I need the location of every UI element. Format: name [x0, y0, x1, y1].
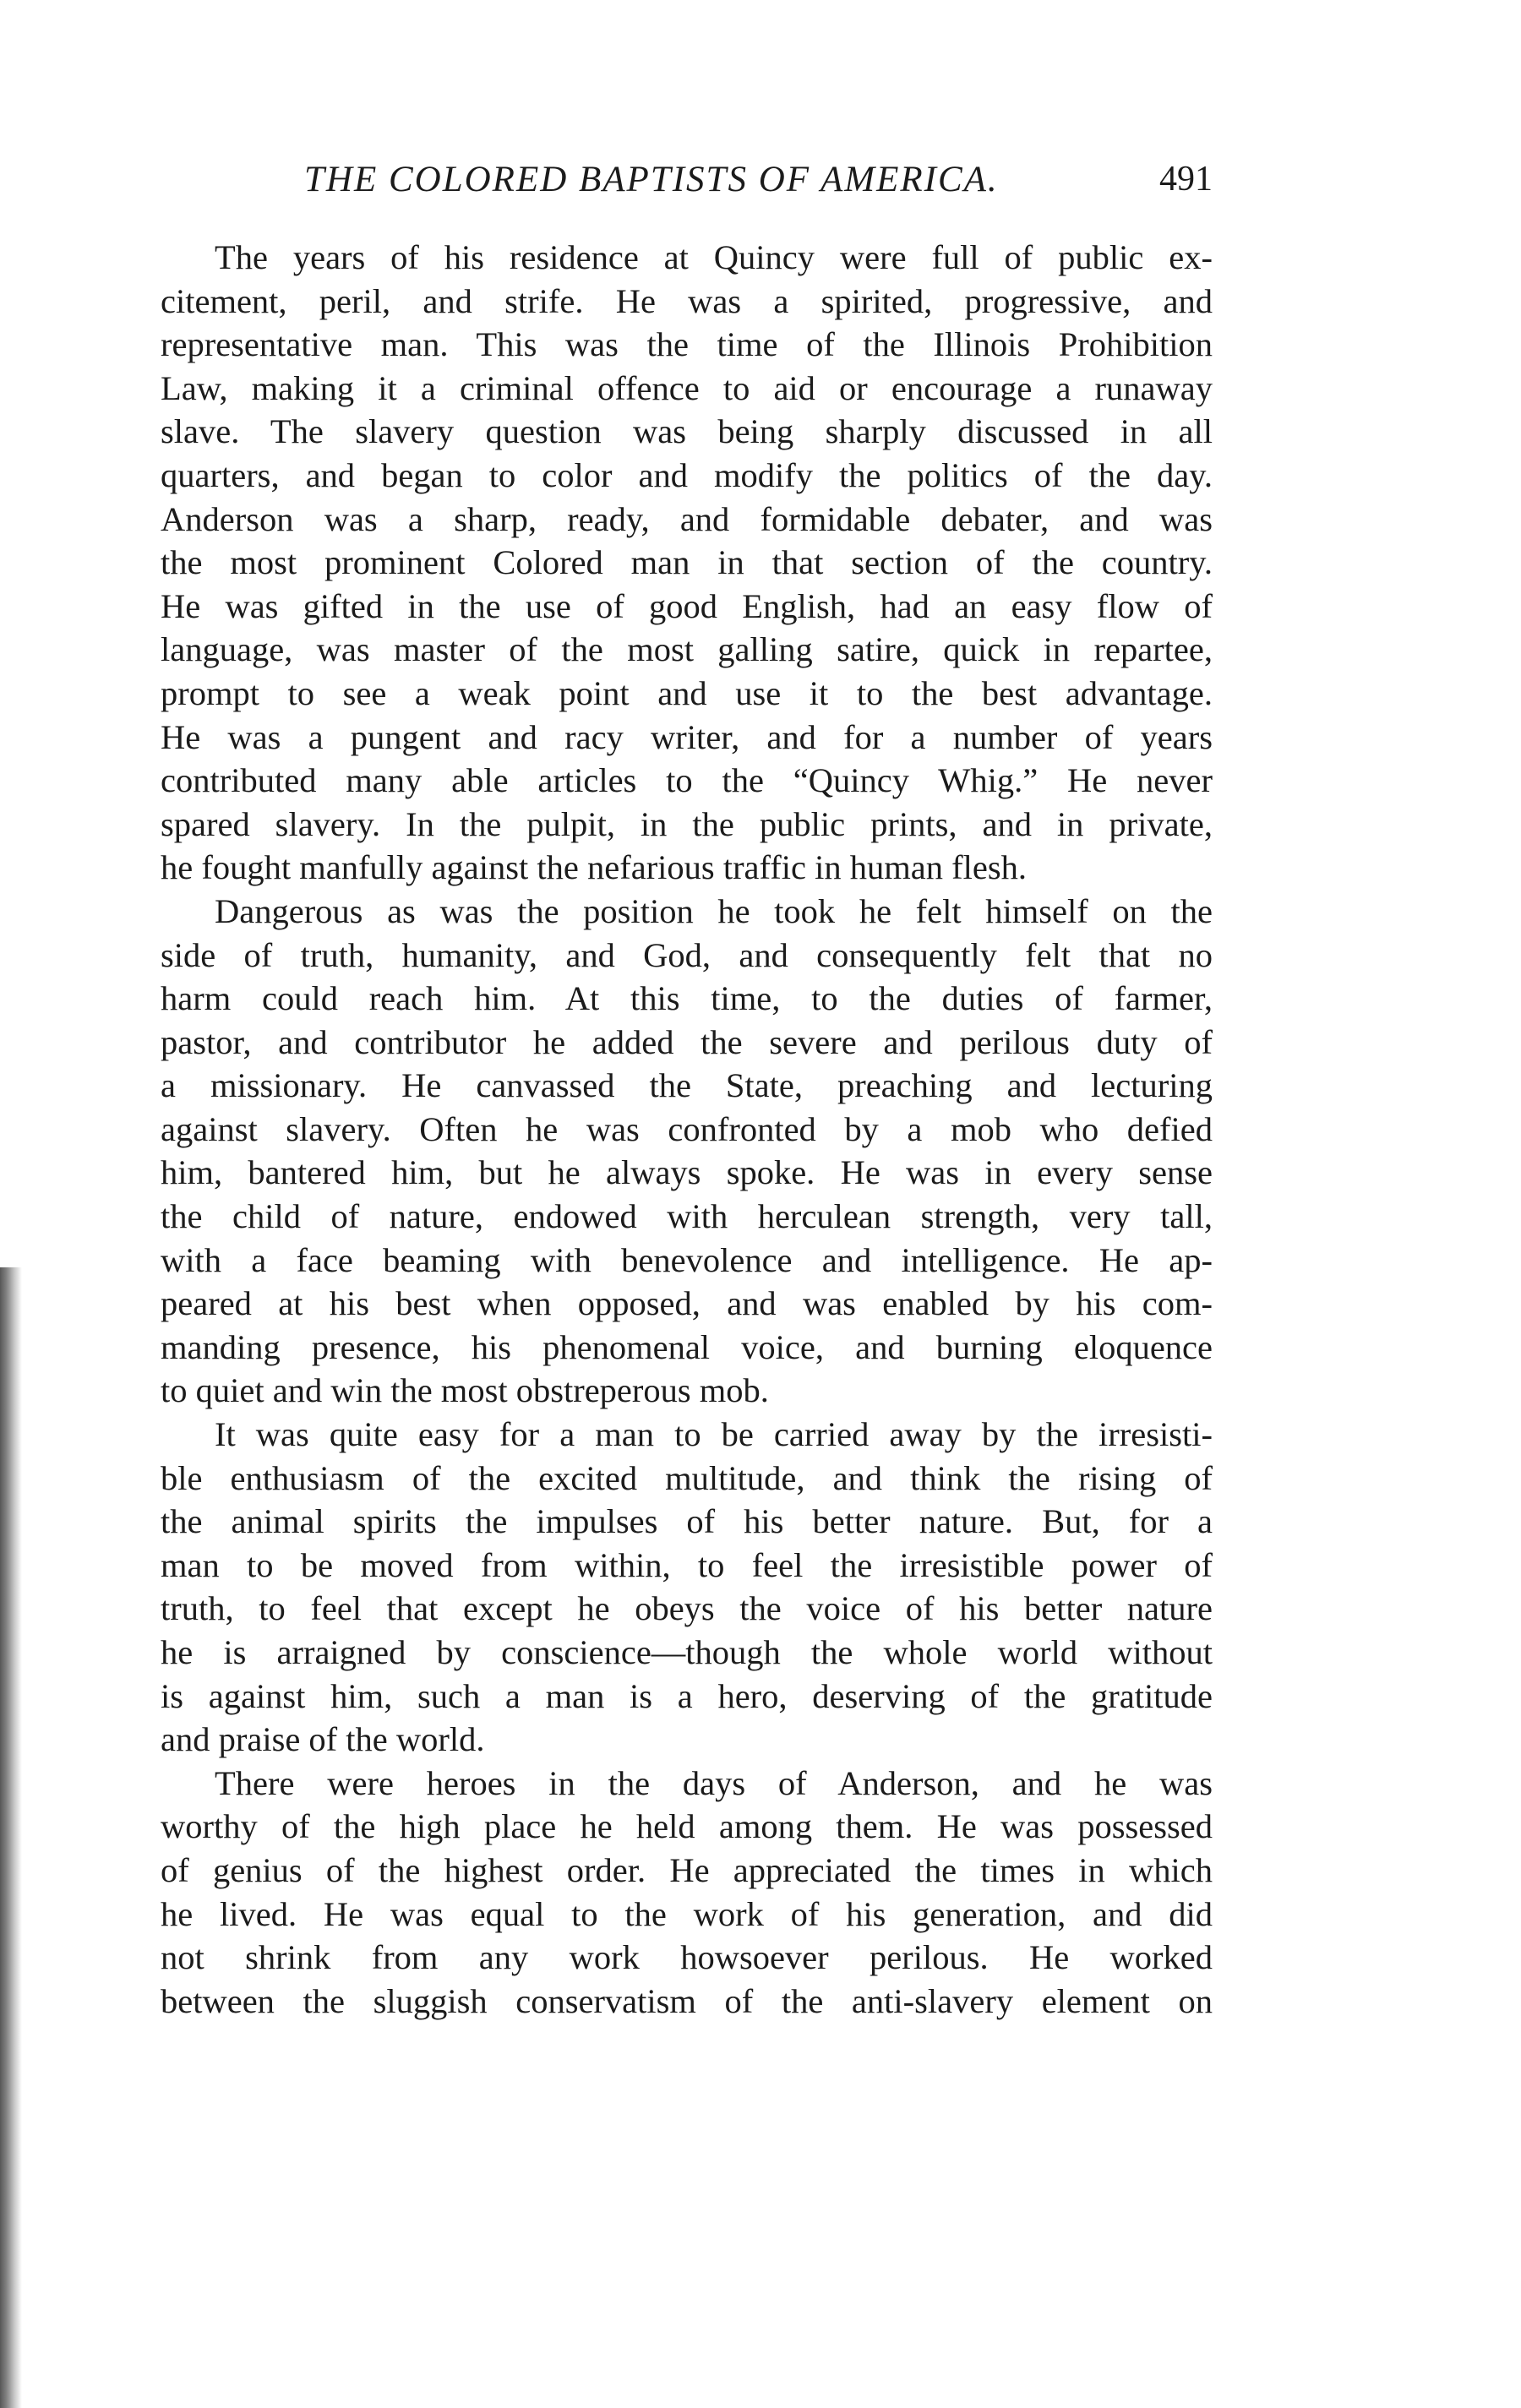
text-line: manding presence, his phenomenal voice, and burning eloquence [161, 1327, 1213, 1366]
text-line: between the sluggish conservatism of the anti-slavery element on [161, 1981, 1213, 2020]
body-text [161, 236, 1213, 2023]
text-line: representative man. This was the time of the Illinois Prohibition [161, 325, 1213, 364]
text-line: truth, to feel that except he obeys the voice of his better nature [161, 1589, 1213, 1628]
text-line: language, was master of the most galling satire, quick in repartee, [161, 630, 1213, 669]
text-line: not shrink from any work howsoever perilous. He worked [161, 1938, 1213, 1977]
text-line: The years of his residence at Quincy were full of public ex- [215, 238, 1213, 276]
text-line: prompt to see a weak point and use it to the best advantage. [161, 673, 1213, 712]
text-line: quarters, and began to color and modify the politics of the day. [161, 455, 1213, 494]
text-line: is against him, such a man is a hero, deserving of the gratitude [161, 1676, 1213, 1715]
running-head: THE COLORED BAPTISTS OF AMERICA. [304, 160, 999, 199]
paragraph [161, 890, 1213, 1413]
text-line: Dangerous as was the position he took he felt himself on the [215, 891, 1213, 930]
text-line: the child of nature, endowed with herculean strength, very tall, [161, 1197, 1213, 1236]
paragraph [161, 236, 1213, 890]
text-line: a missionary. He canvassed the State, preaching and lecturing [161, 1066, 1213, 1105]
text-line: Law, making it a criminal offence to aid or encourage a runaway [161, 368, 1213, 407]
text-line: peared at his best when opposed, and was enabled by his com- [161, 1284, 1213, 1323]
text-line: ble enthusiasm of the excited multitude, and think the rising of [161, 1458, 1213, 1497]
text-line: against slavery. Often he was confronted by a mob who defied [161, 1109, 1213, 1148]
text-line: of genius of the highest order. He appreciated the times in which [161, 1850, 1213, 1889]
text-line: It was quite easy for a man to be carried away by the irresisti- [215, 1415, 1213, 1454]
text-line: pastor, and contributor he added the severe and perilous duty of [161, 1022, 1213, 1061]
text-line: to quiet and win the most obstreperous mob. [161, 1371, 769, 1410]
paragraph [161, 1762, 1213, 2024]
text-line: citement, peril, and strife. He was a spirited, progressive, and [161, 281, 1213, 320]
text-line: He was a pungent and racy writer, and for a number of years [161, 717, 1213, 756]
text-line: There were heroes in the days of Anderson, and he was [215, 1763, 1213, 1802]
text-line: spared slavery. In the pulpit, in the public prints, and in private, [161, 804, 1213, 843]
text-line: harm could reach him. At this time, to the duties of farmer, [161, 979, 1213, 1018]
text-line: he lived. He was equal to the work of his generation, and did [161, 1894, 1213, 1933]
text-line: and praise of the world. [161, 1720, 485, 1759]
text-line: side of truth, humanity, and God, and consequently felt that no [161, 935, 1213, 974]
text-line: slave. The slavery question was being sharply discussed in all [161, 412, 1213, 451]
text-line: the most prominent Colored man in that section of the country. [161, 543, 1213, 582]
page-header [304, 159, 1213, 210]
text-line: he is arraigned by conscience—though the whole world without [161, 1633, 1213, 1671]
text-line: he fought manfully against the nefarious traffic in human flesh. [161, 848, 1027, 887]
text-line: Anderson was a sharp, ready, and formidable debater, and was [161, 499, 1213, 538]
page-number: 491 [1159, 160, 1213, 199]
text-line: the animal spirits the impulses of his better nature. But, for a [161, 1502, 1213, 1541]
paragraph [161, 1413, 1213, 1762]
text-line: worthy of the high place he held among them. He was possessed [161, 1807, 1213, 1846]
text-line: contributed many able articles to the “Quincy Whig.” He never [161, 761, 1213, 800]
text-line: him, bantered him, but he always spoke. He was in every sense [161, 1153, 1213, 1192]
text-line: man to be moved from within, to feel the irresistible power of [161, 1545, 1213, 1584]
text-line: He was gifted in the use of good English, had an easy flow of [161, 586, 1213, 625]
page-edge-shadow [0, 1267, 22, 2408]
text-line: with a face beaming with benevolence and intelligence. He ap- [161, 1240, 1213, 1279]
